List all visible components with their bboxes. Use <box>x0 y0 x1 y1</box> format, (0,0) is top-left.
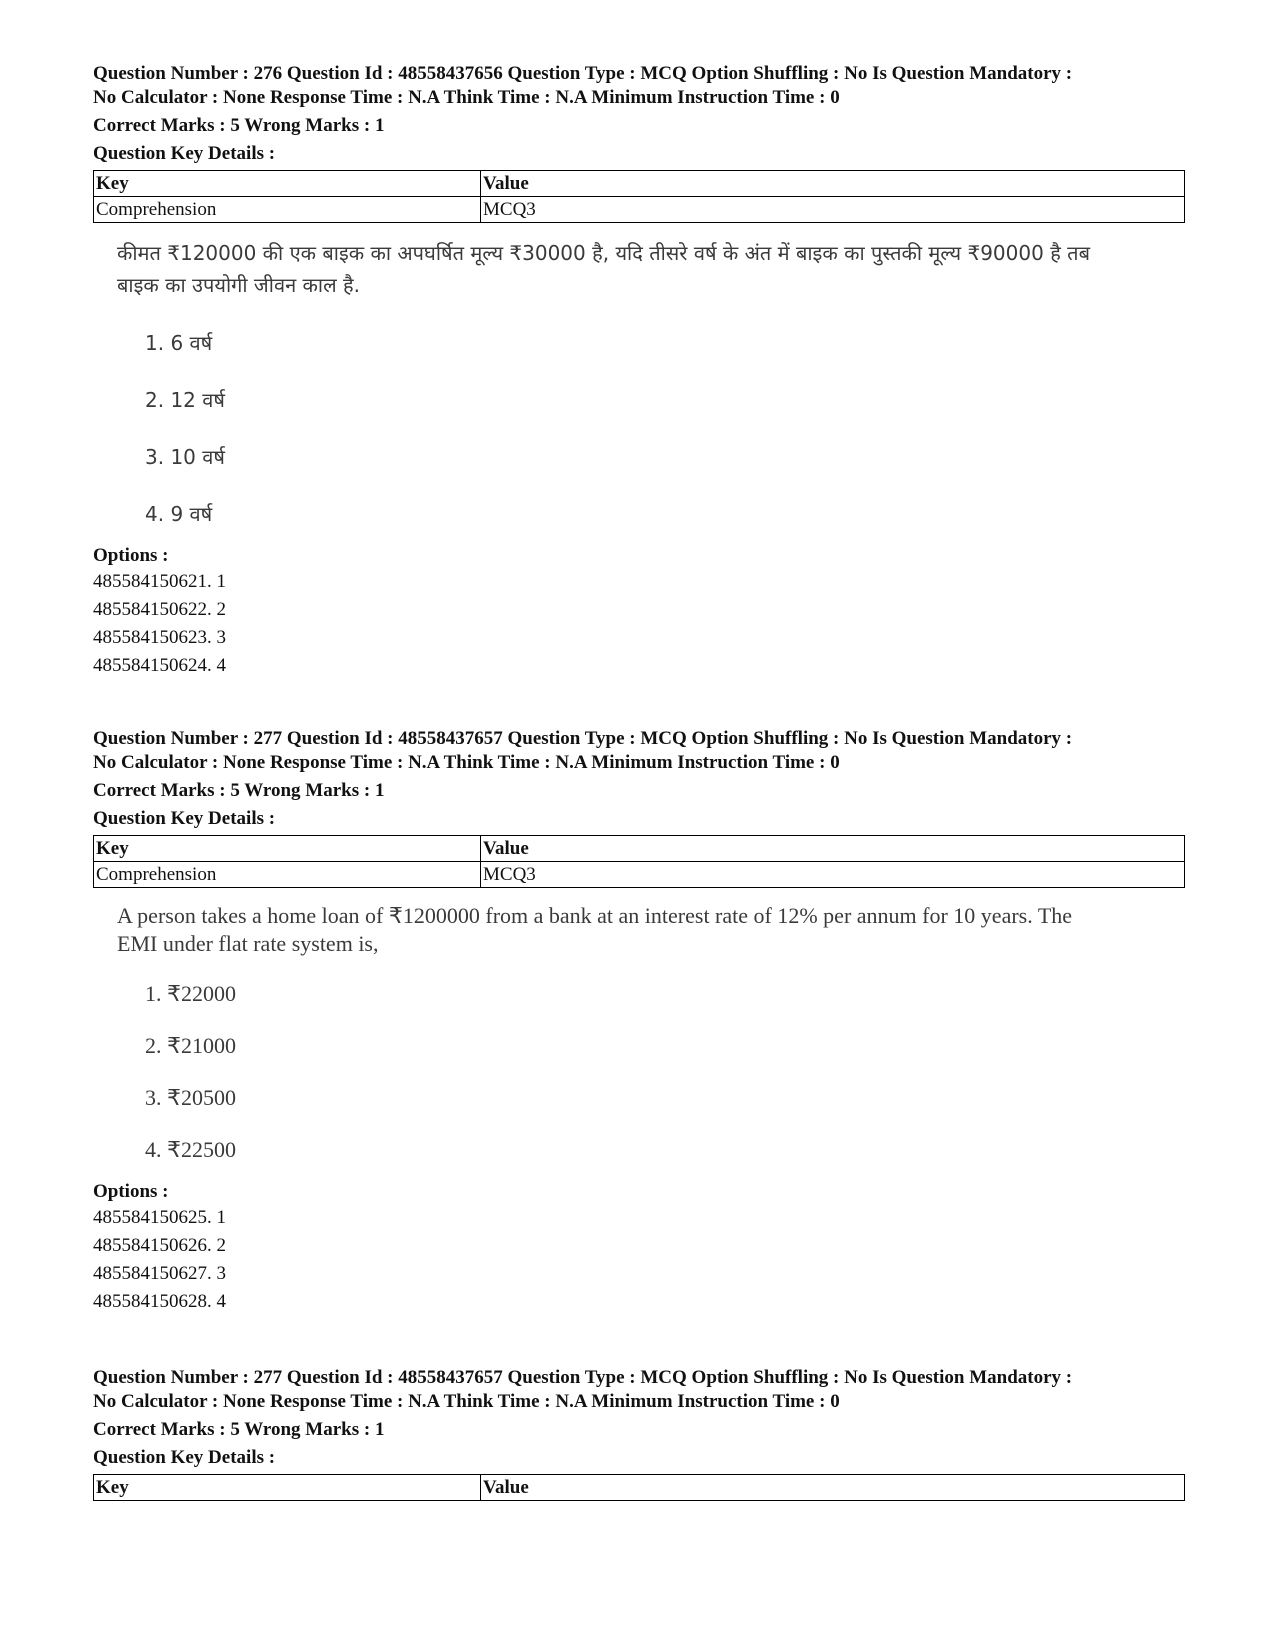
marks-line: Correct Marks : 5 Wrong Marks : 1 <box>93 1419 385 1440</box>
key-details-label: Question Key Details : <box>93 808 276 829</box>
question-block <box>93 1366 1185 1501</box>
table-header-row <box>94 1475 1185 1501</box>
key-details-label: Question Key Details : <box>93 143 276 164</box>
table-cell-value: MCQ3 <box>481 197 1185 223</box>
option-id-row: 485584150623. 3 <box>93 627 226 648</box>
table-header-key: Key <box>94 1475 481 1501</box>
question-meta-line-2: No Calculator : None Response Time : N.A Think Time : N.A Minimum Instruction Time : 0 <box>93 752 840 773</box>
question-meta-line-1: Question Number : 277 Question Id : 48558437657 Question Type : MCQ Option Shuffling : No Is Question Mandatory : <box>93 728 1073 749</box>
choice-item: 2. ₹21000 <box>145 1033 236 1058</box>
choice-item: 4. 9 वर्ष <box>145 502 213 526</box>
options-label: Options : <box>93 1181 169 1202</box>
question-meta-line-2: No Calculator : None Response Time : N.A Think Time : N.A Minimum Instruction Time : 0 <box>93 87 840 108</box>
key-details-label: Question Key Details : <box>93 1447 276 1468</box>
table-header-row <box>94 171 1185 197</box>
option-id-row: 485584150625. 1 <box>93 1207 226 1228</box>
key-details-table <box>93 170 1185 223</box>
table-row <box>94 197 1185 223</box>
question-block <box>93 727 1185 1316</box>
options-label: Options : <box>93 545 169 566</box>
question-meta-line-2: No Calculator : None Response Time : N.A Think Time : N.A Minimum Instruction Time : 0 <box>93 1391 840 1412</box>
question-image <box>117 237 1185 526</box>
table-header-key: Key <box>94 171 481 197</box>
choice-item: 3. ₹20500 <box>145 1085 236 1110</box>
choice-item: 4. ₹22500 <box>145 1137 236 1162</box>
question-block <box>93 62 1185 680</box>
option-id-row: 485584150627. 3 <box>93 1263 226 1284</box>
marks-line: Correct Marks : 5 Wrong Marks : 1 <box>93 780 385 801</box>
question-meta-line-1: Question Number : 276 Question Id : 48558437656 Question Type : MCQ Option Shuffling : No Is Question Mandatory : <box>93 63 1073 84</box>
question-image <box>117 902 1185 1162</box>
table-cell-value: MCQ3 <box>481 862 1185 888</box>
question-text: कीमत ₹120000 की एक बाइक का अपघर्षित मूल्य ₹30000 है, यदि तीसरे वर्ष के अंत में बाइक का पुस्तकी मूल्य ₹90000 है तब बाइक का उपयोगी जीवन काल है. <box>117 241 1090 297</box>
option-id-row: 485584150622. 2 <box>93 599 226 620</box>
choice-item: 1. ₹22000 <box>145 981 236 1006</box>
table-cell-key: Comprehension <box>94 862 481 888</box>
option-id-row: 485584150621. 1 <box>93 571 226 592</box>
marks-line: Correct Marks : 5 Wrong Marks : 1 <box>93 115 385 136</box>
choice-item: 1. 6 वर्ष <box>145 331 213 355</box>
table-row <box>94 862 1185 888</box>
table-header-value: Value <box>481 1475 1185 1501</box>
table-header-row <box>94 836 1185 862</box>
option-id-row: 485584150624. 4 <box>93 655 226 676</box>
key-details-table <box>93 835 1185 888</box>
choice-item: 3. 10 वर्ष <box>145 445 225 469</box>
option-id-row: 485584150626. 2 <box>93 1235 226 1256</box>
option-id-row: 485584150628. 4 <box>93 1291 226 1312</box>
table-header-key: Key <box>94 836 481 862</box>
table-header-value: Value <box>481 836 1185 862</box>
question-text: A person takes a home loan of ₹1200000 from a bank at an interest rate of 12% per annum for 10 years. The EMI under flat rate system is, <box>117 903 1073 956</box>
key-details-table <box>93 1474 1185 1501</box>
question-meta-line-1: Question Number : 277 Question Id : 48558437657 Question Type : MCQ Option Shuffling : No Is Question Mandatory : <box>93 1367 1073 1388</box>
table-cell-key: Comprehension <box>94 197 481 223</box>
choice-item: 2. 12 वर्ष <box>145 388 225 412</box>
table-header-value: Value <box>481 171 1185 197</box>
